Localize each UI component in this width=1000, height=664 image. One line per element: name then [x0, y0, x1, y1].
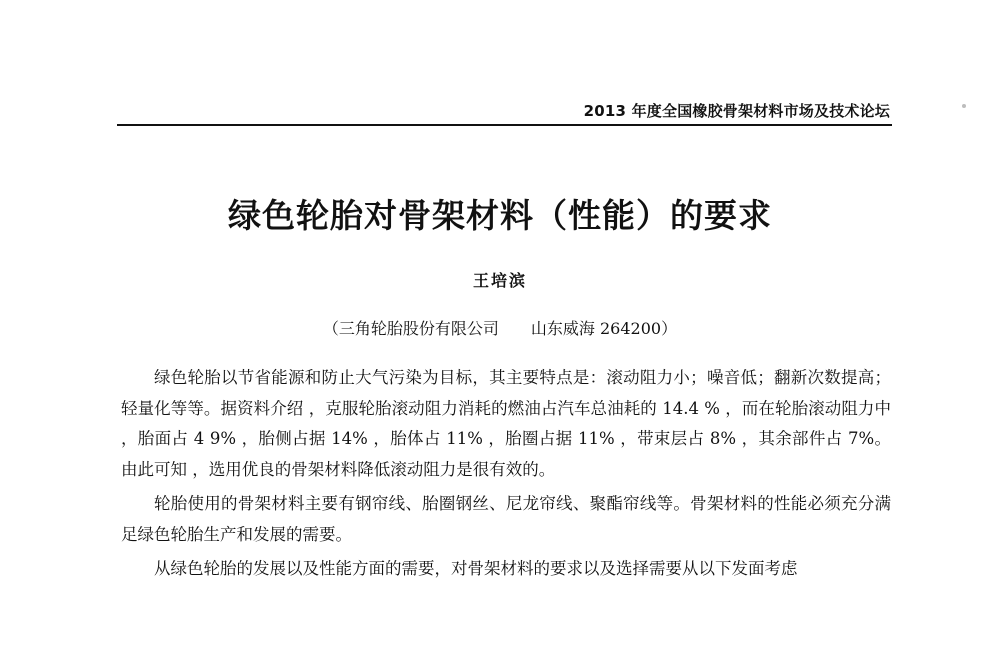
body-paragraph-2: 轮胎使用的骨架材料主要有钢帘线、胎圈钢丝、尼龙帘线、聚酯帘线等。骨架材料的性能必须充分满足绿色轮胎生产和发展的需要。: [121, 494, 891, 544]
article-title: 绿色轮胎对骨架材料（性能）的要求: [228, 196, 772, 235]
article-author: 王培滨: [472, 271, 527, 290]
body-paragraph-1: 绿色轮胎以节省能源和防止大气污染为目标，其主要特点是：滚动阻力小；噪音低；翻新次数提高；轻量化等等。据资料介绍 ，克服轮胎滚动阻力消耗的燃油占汽车总油耗的 14.4 % ，而在轮胎滚动阻力中 ，胎面占 4 9% ，胎侧占据 14% ，胎体占 11% ，胎圈占据 11% ，带束层占 8% ，其余部件占 7%。由此可知 ，选用优良的骨架材料降低滚动阻力是很有效的。: [121, 368, 891, 479]
scan-speck: [962, 104, 966, 108]
article-body: [121, 363, 891, 585]
running-header: 2013 年度全国橡胶骨架材料市场及技术论坛: [583, 102, 890, 120]
header-rule: [117, 124, 892, 126]
body-paragraph-3: 从绿色轮胎的发展以及性能方面的需要，对骨架材料的要求以及选择需要从以下发面考虑: [154, 559, 798, 578]
article-affiliation: （三角轮胎股份有限公司 山东威海 264200）: [322, 319, 678, 338]
